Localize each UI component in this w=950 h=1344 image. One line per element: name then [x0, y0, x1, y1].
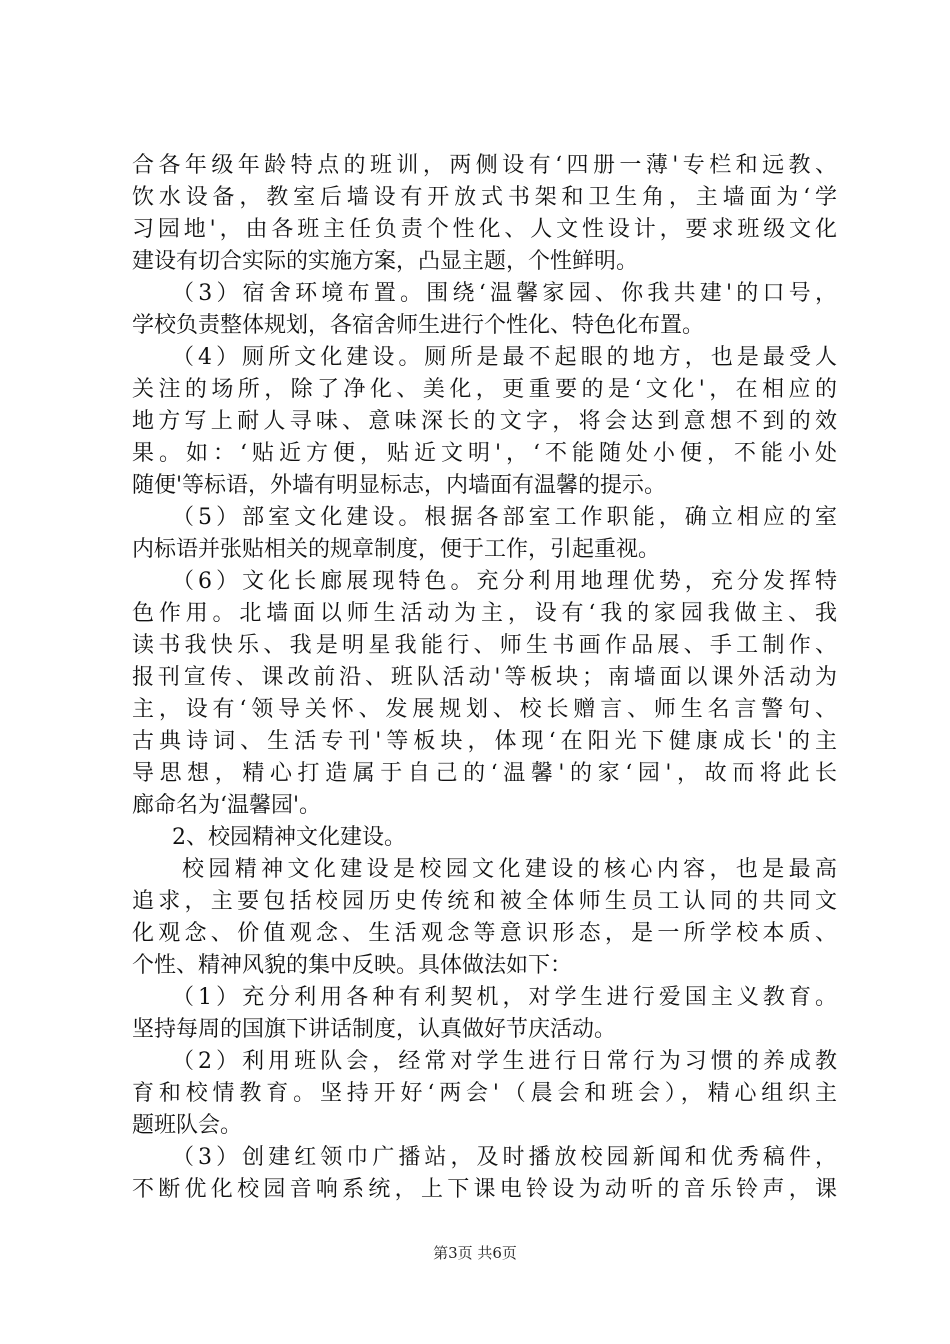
text-line: （2）利用班队会，经常对学生进行日常行为习惯的养成教	[172, 1049, 837, 1074]
text-line: 追求，主要包括校园历史传统和被全体师生员工认同的共同文	[132, 889, 837, 914]
page-number: 第3页 共6页	[433, 1244, 517, 1262]
document-body	[132, 150, 837, 1206]
paragraph-spirit-intro	[132, 854, 837, 982]
text-line: 廊命名为‘温馨园'。	[132, 793, 322, 818]
text-line: 色作用。北墙面以师生活动为主，设有‘我的家园我做主、我	[132, 601, 837, 626]
text-line: 地方写上耐人寻味、意味深长的文字，将会达到意想不到的效	[132, 409, 837, 434]
paragraph-patriotic	[132, 982, 837, 1046]
text-line: 坚持每周的国旗下讲话制度，认真做好节庆活动。	[132, 1017, 617, 1042]
text-line: （1）充分利用各种有利契机，对学生进行爱国主义教育。	[172, 985, 837, 1010]
text-line: （3）创建红领巾广播站，及时播放校园新闻和优秀稿件，	[172, 1145, 837, 1170]
paragraph-toilet	[132, 342, 837, 502]
section-heading-spirit	[132, 822, 837, 854]
paragraph-radio	[132, 1142, 837, 1206]
paragraph-room-culture	[132, 150, 837, 278]
text-line: 关注的场所，除了净化、美化，更重要的是‘文化'，在相应的	[132, 377, 837, 402]
text-line: 合各年级年龄特点的班训，两侧设有‘四册一薄'专栏和远教、	[132, 153, 837, 178]
text-line: 题班队会。	[132, 1113, 243, 1138]
text-line: 内标语并张贴相关的规章制度，便于工作，引起重视。	[132, 537, 661, 562]
text-line: 果。如：‘贴近方便，贴近文明'，‘不能随处小便，不能小处	[132, 441, 837, 466]
text-line: 化观念、价值观念、生活观念等意识形态，是一所学校本质、	[132, 921, 837, 946]
text-line: 不断优化校园音响系统，上下课电铃设为动听的音乐铃声，课	[132, 1177, 837, 1202]
text-line: 个性、精神风貌的集中反映。具体做法如下：	[132, 953, 573, 978]
text-line: 建设有切合实际的实施方案，凸显主题，个性鲜明。	[132, 249, 639, 274]
paragraph-dorm	[132, 278, 837, 342]
paragraph-corridor	[132, 566, 837, 822]
text-line: （5）部室文化建设。根据各部室工作职能，确立相应的室	[172, 505, 837, 530]
paragraph-class-meeting	[132, 1046, 837, 1142]
paragraph-office	[132, 502, 837, 566]
text-line: 导思想，精心打造属于自己的‘温馨'的家‘园'，故而将此长	[132, 761, 837, 786]
text-line: 育和校情教育。坚持开好‘两会'（晨会和班会），精心组织主	[132, 1081, 837, 1106]
text-line: 主，设有‘领导关怀、发展规划、校长赠言、师生名言警句、	[132, 697, 837, 722]
text-line: 随便'等标语，外墙有明显标志，内墙面有温馨的提示。	[132, 473, 667, 498]
text-line: 读书我快乐、我是明星我能行、师生书画作品展、手工制作、	[132, 633, 837, 658]
text-line: 古典诗词、生活专刊'等板块，体现‘在阳光下健康成长'的主	[132, 729, 837, 754]
text-line: 报刊宣传、课改前沿、班队活动'等板块；南墙面以课外活动为	[132, 665, 837, 690]
text-line: 饮水设备，教室后墙设有开放式书架和卫生角，主墙面为‘学	[132, 185, 837, 210]
section-heading: 2、校园精神文化建设。	[172, 825, 406, 850]
text-line: 学校负责整体规划，各宿舍师生进行个性化、特色化布置。	[132, 313, 705, 338]
text-line: 习园地'，由各班主任负责个性化、人文性设计，要求班级文化	[132, 217, 837, 242]
text-line: （4）厕所文化建设。厕所是最不起眼的地方，也是最受人	[172, 345, 837, 370]
text-line: （6）文化长廊展现特色。充分利用地理优势，充分发挥特	[172, 569, 837, 594]
text-line: （3）宿舍环境布置。围绕‘温馨家园、你我共建'的口号，	[172, 281, 837, 306]
text-line: 校园精神文化建设是校园文化建设的核心内容，也是最高	[182, 857, 837, 882]
